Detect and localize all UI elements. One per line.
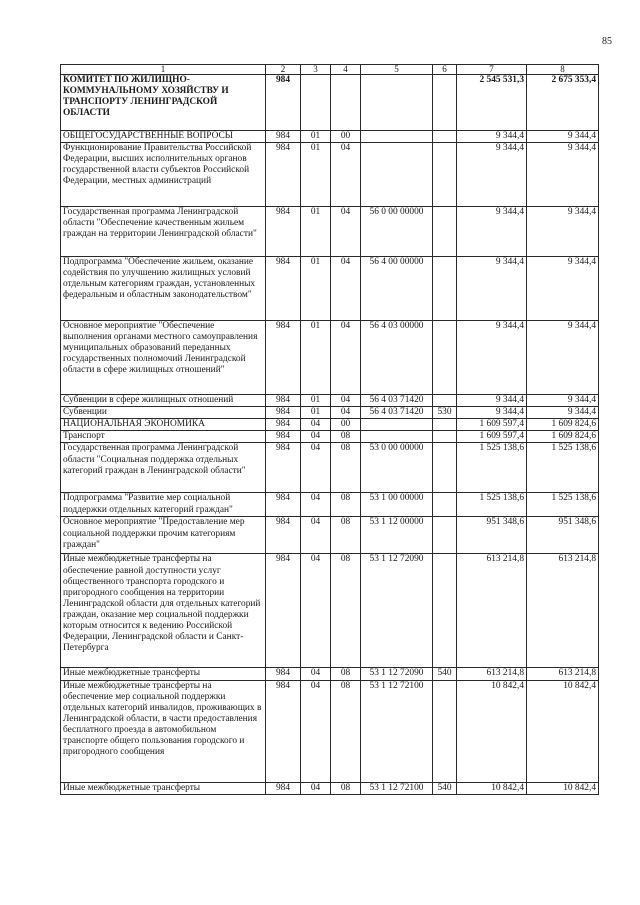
row-name: Основное мероприятие "Обеспечение выполнения органами местного самоуправления муниципальных образований переданных государственных полномочий Ленинградской области в сфере жилищных отношений"	[61, 321, 266, 395]
cell-expense-type	[433, 321, 457, 395]
cell-expense-type	[433, 207, 457, 257]
row-name: Основное мероприятие "Предоставление мер социальной поддержки прочим категориям граждан"	[61, 517, 266, 554]
cell-expense-type	[433, 680, 457, 782]
cell-section-code: 04	[301, 431, 331, 443]
cell-subsection-code: 04	[331, 207, 361, 257]
cell-subsection-code: 00	[331, 131, 361, 143]
cell-target-article: 53 0 00 00000	[361, 443, 433, 493]
cell-amount-year1: 9 344,4	[457, 407, 527, 419]
cell-expense-type	[433, 395, 457, 407]
row-name: Субвенции в сфере жилищных отношений	[61, 395, 266, 407]
table-row	[61, 431, 599, 443]
cell-amount-year1: 951 348,6	[457, 517, 527, 554]
cell-amount-year2: 1 525 138,6	[527, 443, 599, 493]
cell-ministry-code: 984	[266, 443, 301, 493]
page-number: 85	[602, 36, 612, 47]
cell-ministry-code: 984	[266, 493, 301, 517]
table-row	[61, 443, 599, 493]
cell-amount-year1: 1 609 597,4	[457, 431, 527, 443]
cell-target-article: 56 0 00 00000	[361, 207, 433, 257]
cell-expense-type	[433, 143, 457, 207]
cell-ministry-code: 984	[266, 143, 301, 207]
cell-amount-year1: 1 609 597,4	[457, 419, 527, 431]
column-number: 6	[433, 65, 457, 75]
cell-amount-year1: 1 525 138,6	[457, 493, 527, 517]
row-name: КОМИТЕТ ПО ЖИЛИЩНО-КОММУНАЛЬНОМУ ХОЗЯЙСТВУ И ТРАНСПОРТУ ЛЕНИНГРАДСКОЙ ОБЛАСТИ	[61, 75, 266, 131]
cell-section-code: 04	[301, 554, 331, 668]
column-number: 7	[457, 65, 527, 75]
cell-expense-type: 540	[433, 668, 457, 680]
cell-subsection-code: 08	[331, 431, 361, 443]
cell-subsection-code: 04	[331, 321, 361, 395]
budget-table	[60, 64, 599, 795]
table-row	[61, 668, 599, 680]
cell-target-article: 53 1 12 72100	[361, 680, 433, 782]
cell-ministry-code: 984	[266, 680, 301, 782]
cell-amount-year1: 613 214,8	[457, 668, 527, 680]
cell-expense-type	[433, 517, 457, 554]
cell-amount-year2: 951 348,6	[527, 517, 599, 554]
cell-subsection-code: 08	[331, 554, 361, 668]
cell-amount-year1: 2 545 531,3	[457, 75, 527, 131]
row-name: Функционирование Правительства Российской Федерации, высших исполнительных органов государственной власти субъектов Российской Федерации, местных администраций	[61, 143, 266, 207]
cell-target-article	[361, 419, 433, 431]
row-name: Транспорт	[61, 431, 266, 443]
cell-expense-type	[433, 131, 457, 143]
cell-target-article	[361, 75, 433, 131]
column-number: 4	[331, 65, 361, 75]
row-name: Государственная программа Ленинградской области "Социальная поддержка отдельных категорий граждан в Ленинградской области"	[61, 443, 266, 493]
cell-ministry-code: 984	[266, 431, 301, 443]
cell-target-article: 53 1 12 72090	[361, 554, 433, 668]
cell-ministry-code: 984	[266, 782, 301, 794]
cell-amount-year1: 9 344,4	[457, 131, 527, 143]
column-number: 8	[527, 65, 599, 75]
column-number: 3	[301, 65, 331, 75]
cell-amount-year1: 9 344,4	[457, 143, 527, 207]
cell-target-article: 53 1 12 72090	[361, 668, 433, 680]
cell-section-code: 04	[301, 517, 331, 554]
cell-expense-type: 530	[433, 407, 457, 419]
cell-section-code: 04	[301, 668, 331, 680]
cell-section-code: 04	[301, 419, 331, 431]
cell-amount-year1: 9 344,4	[457, 395, 527, 407]
table-row	[61, 517, 599, 554]
cell-amount-year1: 10 842,4	[457, 680, 527, 782]
cell-amount-year2: 613 214,8	[527, 668, 599, 680]
cell-section-code: 01	[301, 207, 331, 257]
cell-ministry-code: 984	[266, 131, 301, 143]
cell-section-code: 04	[301, 782, 331, 794]
cell-amount-year2: 10 842,4	[527, 782, 599, 794]
cell-ministry-code: 984	[266, 554, 301, 668]
cell-ministry-code: 984	[266, 395, 301, 407]
cell-section-code: 01	[301, 131, 331, 143]
cell-amount-year2: 9 344,4	[527, 257, 599, 321]
cell-ministry-code: 984	[266, 257, 301, 321]
table-row	[61, 131, 599, 143]
cell-expense-type	[433, 431, 457, 443]
cell-subsection-code: 08	[331, 782, 361, 794]
cell-subsection-code	[331, 75, 361, 131]
row-name: Иные межбюджетные трансферты	[61, 668, 266, 680]
cell-target-article: 56 4 03 71420	[361, 395, 433, 407]
cell-amount-year2: 1 525 138,6	[527, 493, 599, 517]
cell-amount-year2: 9 344,4	[527, 395, 599, 407]
cell-ministry-code: 984	[266, 407, 301, 419]
cell-subsection-code: 08	[331, 443, 361, 493]
cell-section-code	[301, 75, 331, 131]
cell-amount-year1: 9 344,4	[457, 207, 527, 257]
cell-target-article: 53 1 00 00000	[361, 493, 433, 517]
cell-expense-type	[433, 75, 457, 131]
cell-target-article	[361, 143, 433, 207]
row-name: Подпрограмма "Обеспечение жильем, оказание содействия по улучшению жилищных условий отдельным категориям граждан, установленных федеральным и областным законодательством"	[61, 257, 266, 321]
row-name: Субвенции	[61, 407, 266, 419]
row-name: НАЦИОНАЛЬНАЯ ЭКОНОМИКА	[61, 419, 266, 431]
cell-section-code: 04	[301, 493, 331, 517]
cell-expense-type: 540	[433, 782, 457, 794]
cell-amount-year1: 9 344,4	[457, 321, 527, 395]
table-row	[61, 75, 599, 131]
cell-subsection-code: 08	[331, 680, 361, 782]
cell-amount-year2: 9 344,4	[527, 407, 599, 419]
cell-ministry-code: 984	[266, 419, 301, 431]
row-name: Иные межбюджетные трансферты на обеспечение равной доступности услуг общественного транспорта городского и пригородного сообщения на территории Ленинградской области для отдельных категорий граждан, оказание мер социальной поддержки которым относится к ведению Российской Федерации, Ленинградской области и Санкт-Петербурга	[61, 554, 266, 668]
cell-target-article: 53 1 12 72100	[361, 782, 433, 794]
cell-expense-type	[433, 419, 457, 431]
table-row	[61, 321, 599, 395]
cell-subsection-code: 04	[331, 407, 361, 419]
cell-subsection-code: 08	[331, 517, 361, 554]
table-row	[61, 419, 599, 431]
cell-amount-year2: 1 609 824,6	[527, 419, 599, 431]
cell-subsection-code: 04	[331, 143, 361, 207]
table-row	[61, 395, 599, 407]
cell-amount-year2: 2 675 353,4	[527, 75, 599, 131]
cell-expense-type	[433, 554, 457, 668]
column-number: 5	[361, 65, 433, 75]
row-name: Иные межбюджетные трансферты на обеспечение мер социальной поддержки отдельных категорий инвалидов, проживающих в Ленинградской области, в части предоставления бесплатного проезда в автомобильном транспорте общего пользования городского и пригородного сообщения	[61, 680, 266, 782]
table-row	[61, 493, 599, 517]
cell-ministry-code: 984	[266, 207, 301, 257]
cell-section-code: 01	[301, 407, 331, 419]
cell-ministry-code: 984	[266, 321, 301, 395]
column-number: 1	[61, 65, 266, 75]
table-row	[61, 207, 599, 257]
cell-amount-year2: 9 344,4	[527, 207, 599, 257]
cell-target-article	[361, 431, 433, 443]
cell-expense-type	[433, 257, 457, 321]
row-name: Государственная программа Ленинградской области "Обеспечение качественным жильем граждан на территории Ленинградской области"	[61, 207, 266, 257]
cell-amount-year1: 613 214,8	[457, 554, 527, 668]
cell-section-code: 01	[301, 257, 331, 321]
column-number-row	[61, 65, 599, 75]
table-row	[61, 407, 599, 419]
row-name: Иные межбюджетные трансферты	[61, 782, 266, 794]
table-row	[61, 680, 599, 782]
cell-ministry-code: 984	[266, 75, 301, 131]
cell-subsection-code: 04	[331, 257, 361, 321]
cell-subsection-code: 04	[331, 395, 361, 407]
cell-amount-year1: 1 525 138,6	[457, 443, 527, 493]
row-name: ОБЩЕГОСУДАРСТВЕННЫЕ ВОПРОСЫ	[61, 131, 266, 143]
cell-subsection-code: 08	[331, 668, 361, 680]
table-body	[61, 65, 599, 795]
cell-expense-type	[433, 493, 457, 517]
cell-section-code: 01	[301, 321, 331, 395]
cell-section-code: 01	[301, 395, 331, 407]
table-row	[61, 257, 599, 321]
row-name: Подпрограмма "Развитие мер социальной поддержки отдельных категорий граждан"	[61, 493, 266, 517]
cell-amount-year2: 9 344,4	[527, 143, 599, 207]
cell-target-article: 56 4 00 00000	[361, 257, 433, 321]
table-row	[61, 554, 599, 668]
cell-target-article	[361, 131, 433, 143]
cell-amount-year2: 1 609 824,6	[527, 431, 599, 443]
cell-amount-year2: 613 214,8	[527, 554, 599, 668]
cell-subsection-code: 08	[331, 493, 361, 517]
table-row	[61, 143, 599, 207]
column-number: 2	[266, 65, 301, 75]
cell-ministry-code: 984	[266, 517, 301, 554]
table-row	[61, 782, 599, 794]
cell-amount-year1: 10 842,4	[457, 782, 527, 794]
cell-ministry-code: 984	[266, 668, 301, 680]
cell-subsection-code: 00	[331, 419, 361, 431]
cell-section-code: 04	[301, 680, 331, 782]
cell-section-code: 01	[301, 143, 331, 207]
cell-target-article: 56 4 03 00000	[361, 321, 433, 395]
cell-expense-type	[433, 443, 457, 493]
cell-amount-year2: 10 842,4	[527, 680, 599, 782]
cell-target-article: 56 4 03 71420	[361, 407, 433, 419]
cell-amount-year2: 9 344,4	[527, 321, 599, 395]
cell-target-article: 53 1 12 00000	[361, 517, 433, 554]
cell-amount-year2: 9 344,4	[527, 131, 599, 143]
cell-amount-year1: 9 344,4	[457, 257, 527, 321]
cell-section-code: 04	[301, 443, 331, 493]
